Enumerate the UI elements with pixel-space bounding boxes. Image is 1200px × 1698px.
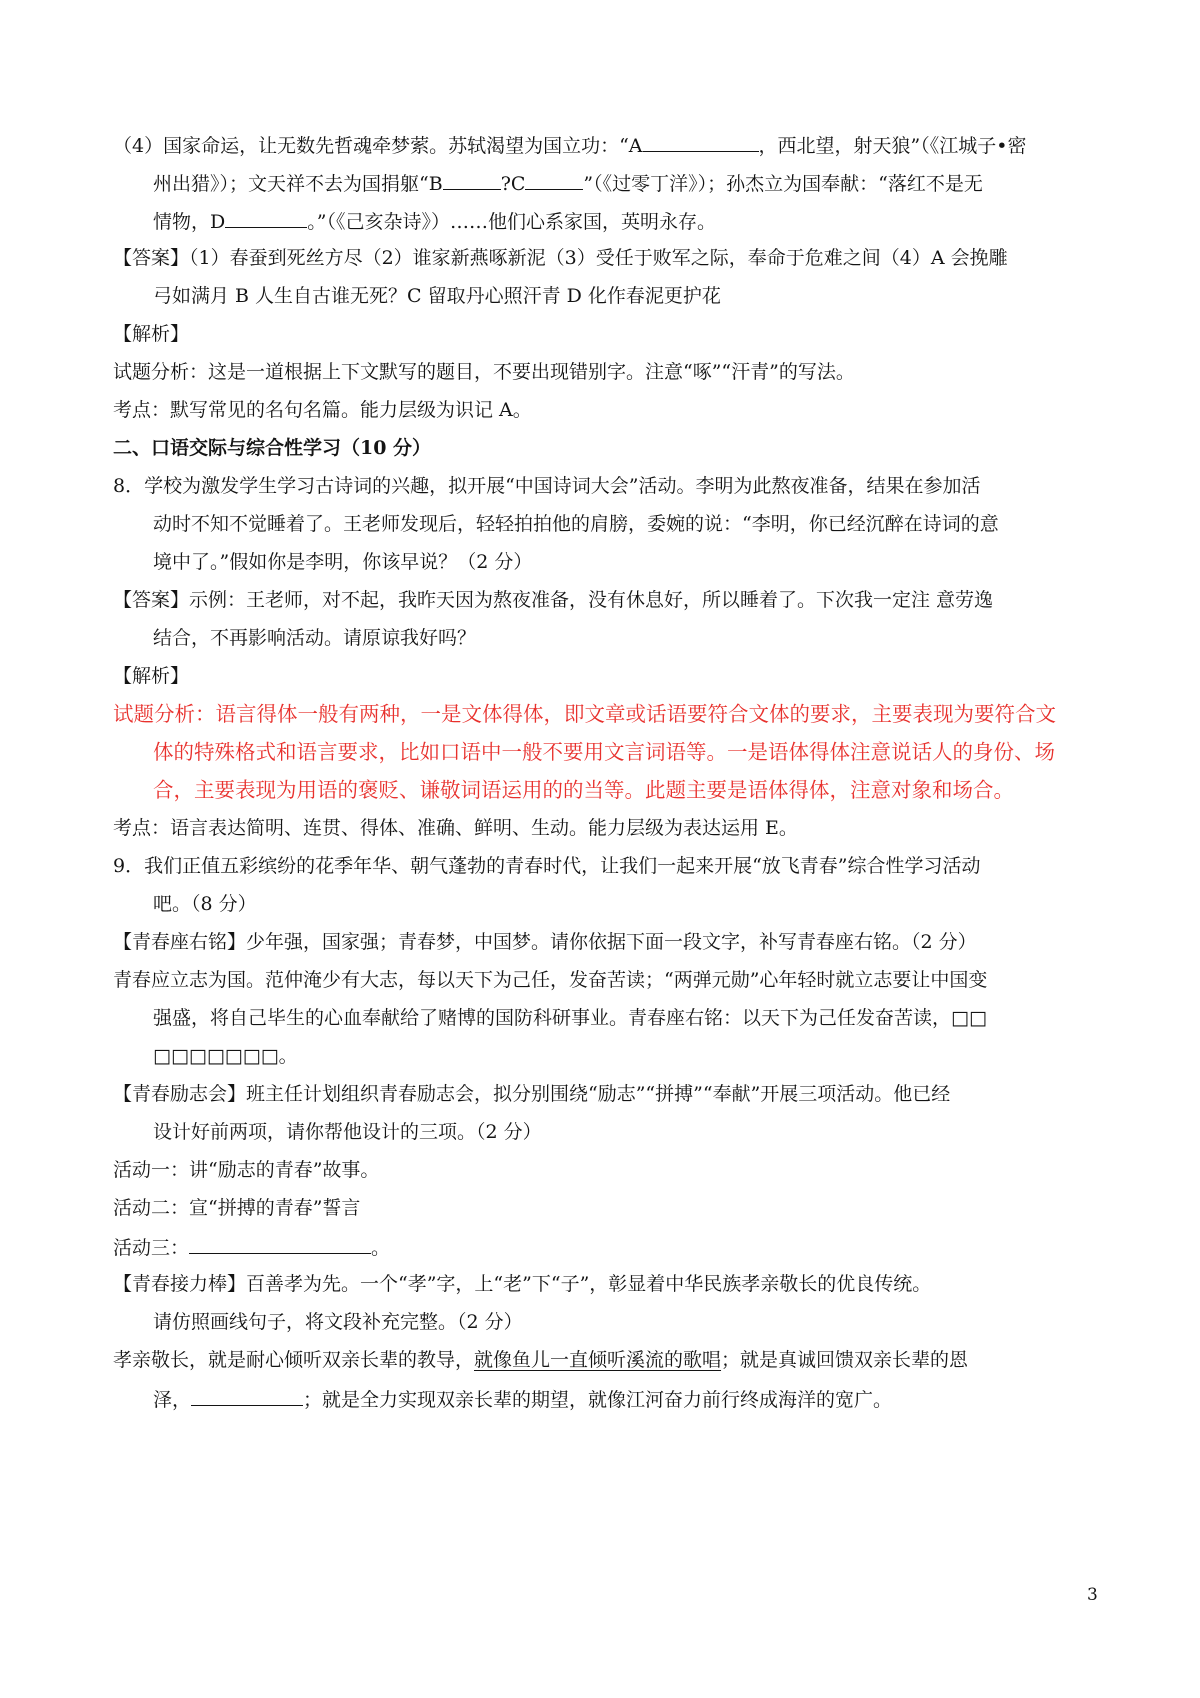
rally-line-2: 设计好前两项，请你帮他设计的三项。（2 分） (153, 1121, 542, 1143)
q9-line-1: 9．我们正值五彩缤纷的花季年华、朝气蓬勃的青春时代，让我们一起来开展“放飞青春”综合性学习活动 (113, 855, 981, 877)
q4-text: ?C (500, 173, 526, 195)
knowledge-point-2: 考点：语言表达简明、连贯、得体、准确、鲜明、生动。能力层级为表达运用 E。 (113, 817, 798, 839)
answer-blank-relay (191, 1386, 303, 1406)
analysis-text-2-line-3: 合，主要表现为用语的褒贬、谦敬词语运用的的当等。此题主要是语体得体，注意对象和场合。 (153, 778, 1014, 802)
page-number: 3 (1087, 1585, 1098, 1605)
analysis-heading-1: 【解析】 (113, 323, 190, 345)
activity-3 (113, 1234, 390, 1260)
q4-text: 情物，D (153, 211, 226, 233)
analysis-text-2-line-1: 试题分析：语言得体一般有两种，一是文体得体，即文章或话语要符合文体的要求，主要表现为要符合文 (113, 702, 1056, 726)
motto-line-3: 强盛，将自己毕生的心血奉献给了赌博的国防科研事业。青春座右铭：以天下为己任发奋苦读，□□ (153, 1007, 987, 1029)
section-heading: 二、口语交际与综合性学习（10 分） (113, 437, 432, 459)
answer-blank-c (525, 170, 583, 190)
activity-1: 活动一：讲“励志的青春”故事。 (113, 1159, 380, 1181)
activity-3-label: 活动三： (113, 1237, 190, 1259)
q8-line-2: 动时不知不觉睡着了。王老师发现后，轻轻拍拍他的肩膀，委婉的说：“李明，你已经沉醉在诗词的意 (153, 513, 999, 535)
q4-text: （4）国家命运，让无数先哲魂牵梦萦。苏轼渴望为国立功：“A (113, 135, 643, 157)
underlined-sentence: 就像鱼儿一直倾听溪流的歌唱 (474, 1349, 722, 1371)
q4-text: 州出猎》）；文天祥不去为国捐躯“B (153, 173, 443, 195)
answer-8-line-2: 结合，不再影响活动。请原谅我好吗？ (153, 627, 477, 649)
activity-2: 活动二：宣“拼搏的青春”誓言 (113, 1197, 361, 1219)
q8-line-3: 境中了。”假如你是李明，你该早说？（2 分） (153, 551, 533, 573)
answer-8-line-1: 【答案】示例：王老师，对不起，我昨天因为熬夜准备，没有休息好，所以睡着了。下次我一定注 意劳逸 (113, 589, 994, 611)
relay-text: ；就是真诚回馈双亲长辈的恩 (721, 1349, 969, 1371)
motto-line-4: □□□□□□□。 (153, 1045, 298, 1067)
relay-line-3 (113, 1348, 968, 1372)
knowledge-point-1: 考点：默写常见的名句名篇。能力层级为识记 A。 (113, 399, 532, 421)
q4-text: 。”（《己亥杂诗》）……他们心系家国，英明永存。 (307, 211, 716, 233)
analysis-text-1: 试题分析：这是一道根据上下文默写的题目，不要出现错别字。注意“啄”“汗青”的写法。 (113, 361, 855, 383)
answer-blank-a (643, 132, 759, 152)
answer-blank-activity (189, 1234, 371, 1254)
q8-line-1: 8．学校为激发学生学习古诗词的兴趣，拟开展“中国诗词大会”活动。李明为此熬夜准备，结果在参加活 (113, 475, 981, 497)
q4-text: ，西北望，射天狼”（《江城子•密 (758, 135, 1027, 157)
analysis-text-2-line-2: 体的特殊格式和语言要求，比如口语中一般不要用文言词语等。一是语体得体注意说话人的身份、场 (153, 740, 1055, 764)
q4-line-2 (153, 170, 983, 196)
rally-line-1: 【青春励志会】班主任计划组织青春励志会，拟分别围绕“励志”“拼搏”“奉献”开展三项活动。他已经 (113, 1083, 951, 1105)
q4-line-1 (113, 132, 1026, 158)
answer-1-line-1: 【答案】（1）春蚕到死丝方尽（2）谁家新燕啄新泥（3）受任于败军之际，奉命于危难之间（4）A 会挽雕 (113, 247, 1008, 269)
answer-1-line-2: 弓如满月 B 人生自古谁无死？C 留取丹心照汗青 D 化作春泥更护花 (153, 285, 721, 307)
activity-3-end: 。 (371, 1237, 391, 1259)
relay-text: 泽， (153, 1389, 192, 1411)
relay-text: 孝亲敬长，就是耐心倾听双亲长辈的教导， (113, 1349, 475, 1371)
relay-text: ；就是全力实现双亲长辈的期望，就像江河奋力前行终成海洋的宽广。 (303, 1389, 893, 1411)
motto-line-1: 【青春座右铭】少年强，国家强；青春梦，中国梦。请你依据下面一段文字，补写青春座右铭。（2 分） (113, 931, 977, 953)
motto-line-2: 青春应立志为国。范仲淹少有大志，每以天下为己任，发奋苦读；“两弹元勋”心年轻时就立志要让中国变 (113, 969, 988, 991)
answer-blank-d (225, 208, 307, 228)
q4-line-3 (153, 208, 716, 234)
q4-text: ”（《过零丁洋》）；孙杰立为国奉献：“落红不是无 (583, 173, 983, 195)
q9-line-2: 吧。（8 分） (153, 893, 257, 915)
analysis-heading-2: 【解析】 (113, 665, 190, 687)
answer-blank-b (443, 170, 501, 190)
relay-line-2: 请仿照画线句子，将文段补充完整。（2 分） (153, 1311, 523, 1333)
relay-line-1: 【青春接力棒】百善孝为先。一个“孝”字，上“老”下“子”，彰显着中华民族孝亲敬长的优良传统。 (113, 1273, 932, 1295)
relay-line-4 (153, 1386, 892, 1412)
